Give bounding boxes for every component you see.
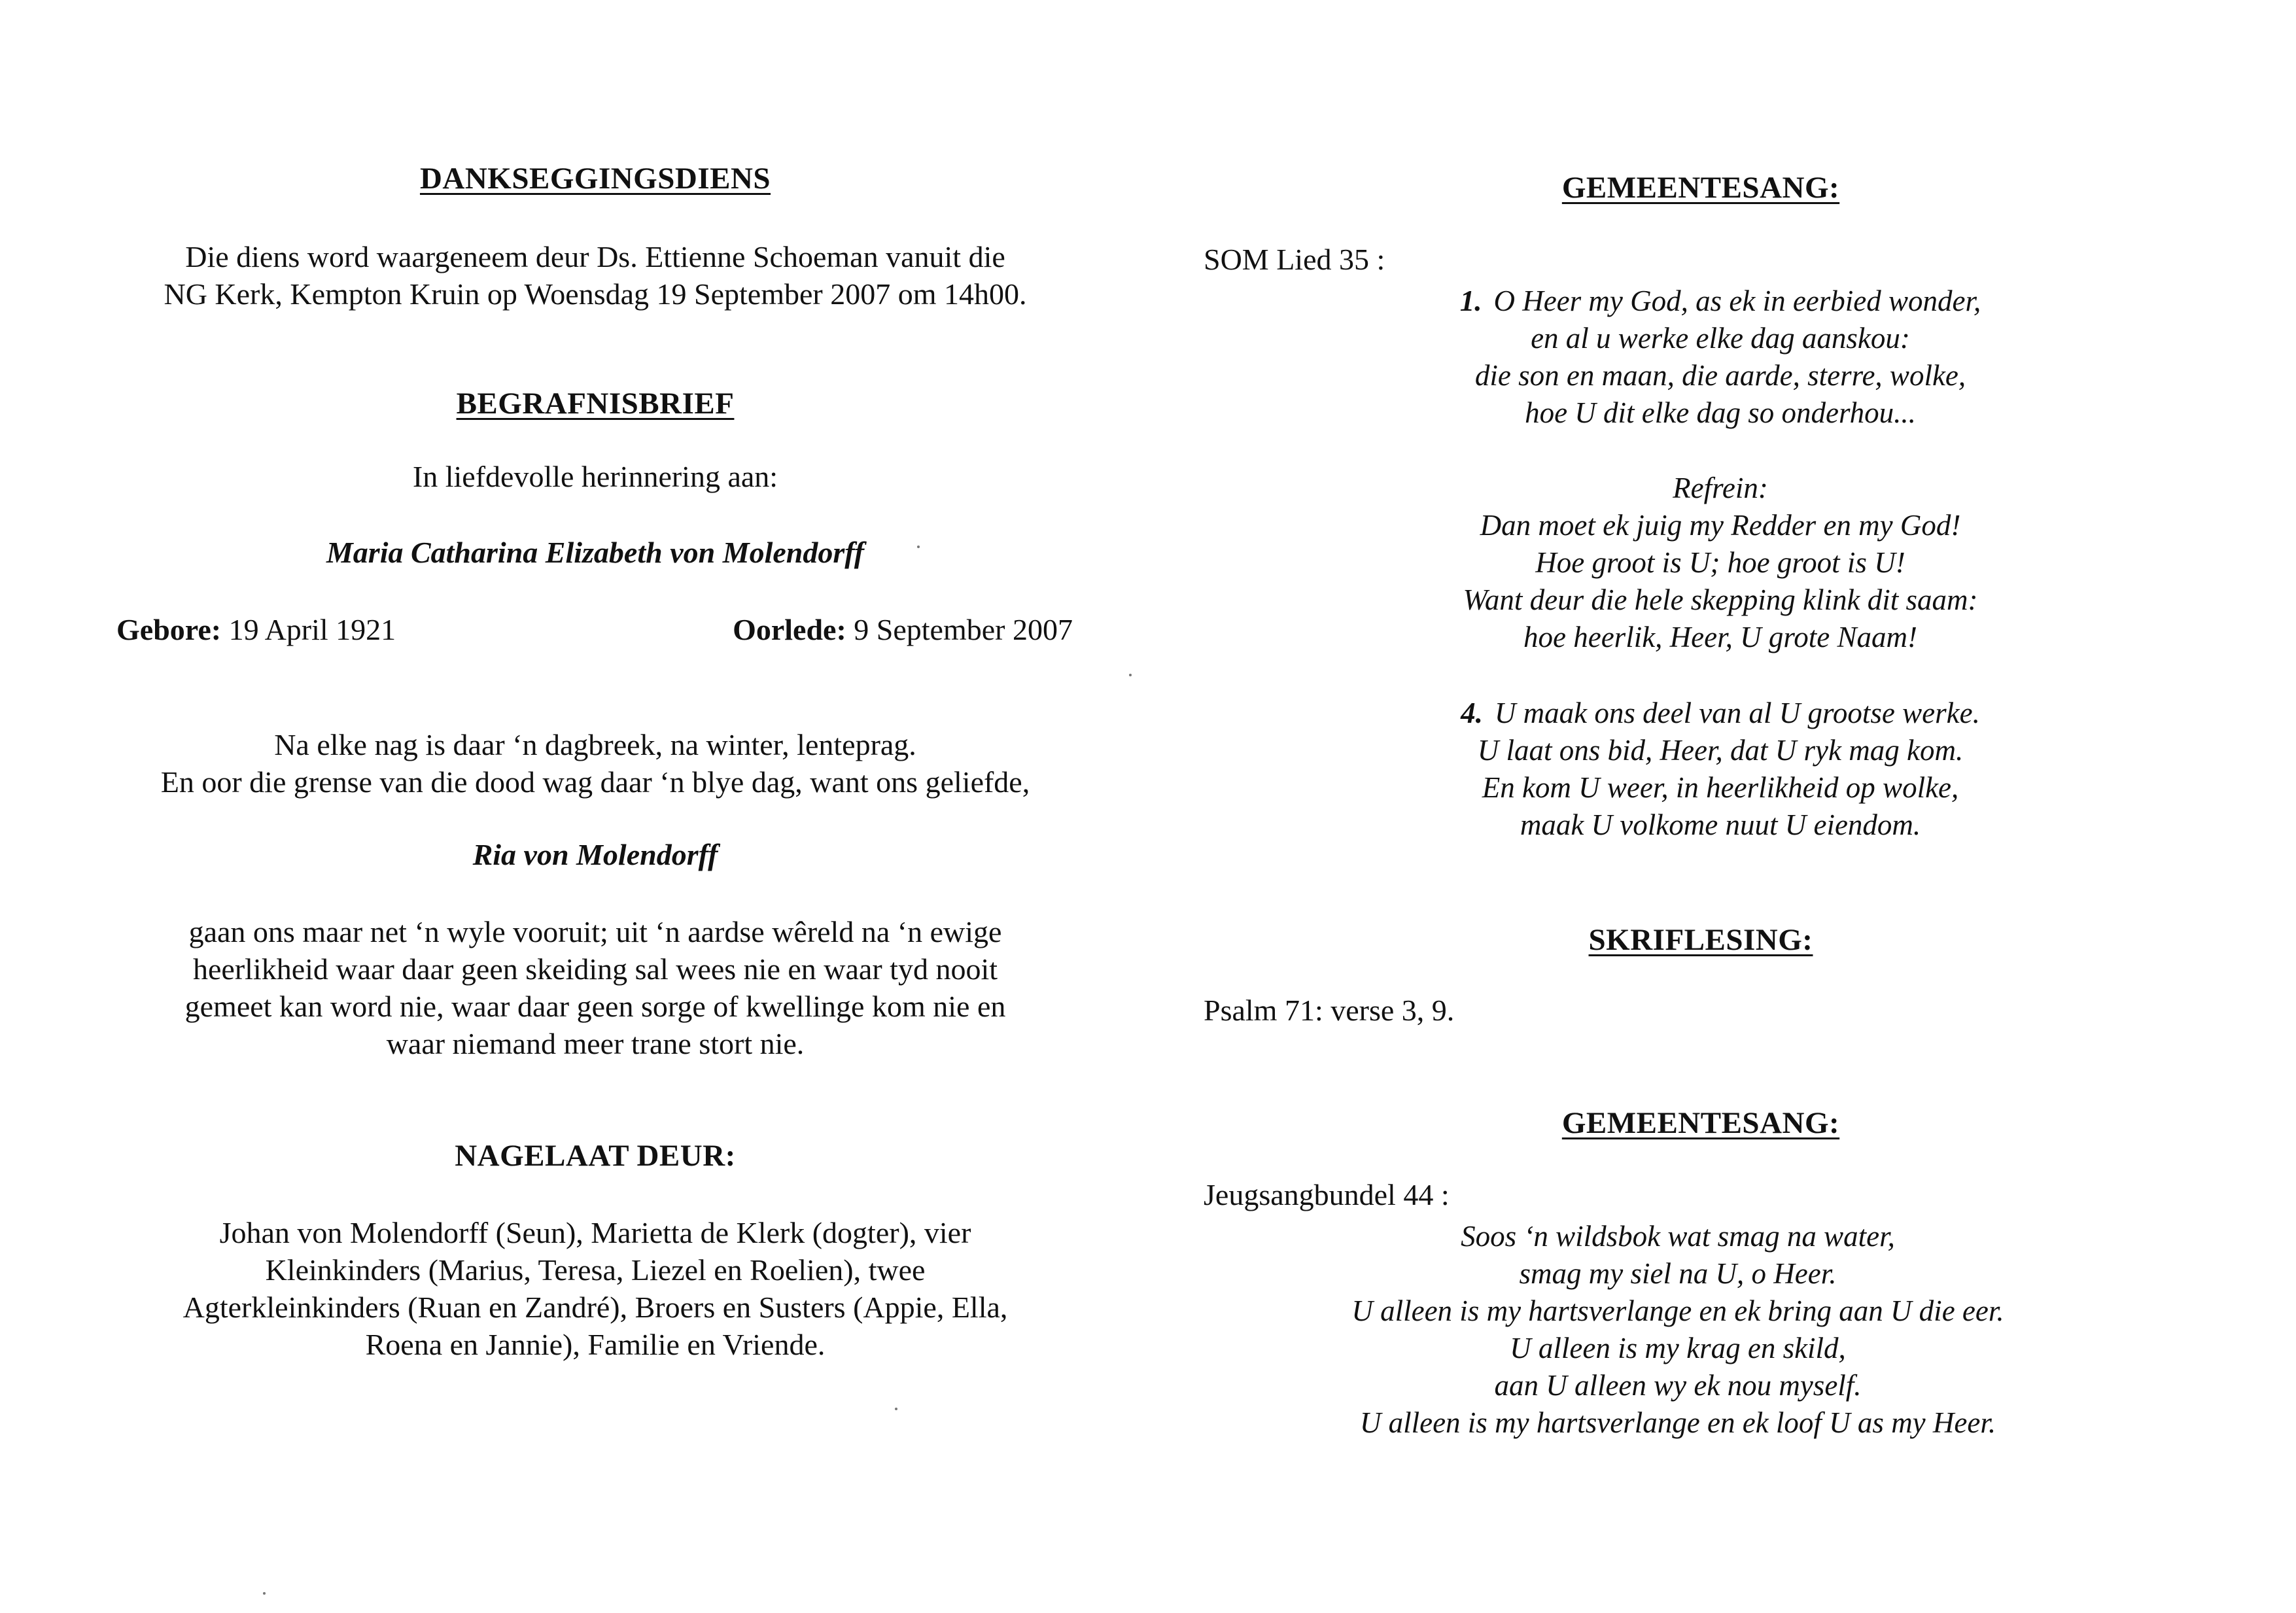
died-field — [733, 612, 1073, 647]
scan-speck — [917, 546, 920, 548]
service-details — [111, 238, 1079, 313]
poem-line: gemeet kan word nie, waar daar geen sorge of kwellinge kom nie en — [184, 990, 1006, 1023]
service-line: Die diens word waargeneem deur Ds. Ettienne Schoeman vanuit die — [185, 240, 1005, 273]
verse-number: 4. — [1461, 697, 1483, 729]
died-date: 9 September 2007 — [854, 613, 1073, 646]
survivors-line: Kleinkinders (Marius, Teresa, Liezel en Roelien), twee — [265, 1253, 926, 1287]
poem-part-1 — [111, 726, 1079, 801]
right-column — [1204, 0, 2067, 1613]
poem-line: Na elke nag is daar ‘n dagbreek, na winter, lenteprag. — [274, 728, 916, 761]
scan-speck — [263, 1592, 266, 1595]
verse-number: 1. — [1459, 285, 1482, 317]
poem-line: heerlikheid waar daar geen skeiding sal wees nie en waar tyd nooit — [192, 952, 998, 986]
verse-line: maak U volkome nuut U eiendom. — [1520, 808, 1921, 841]
song2-reference: Jeugsangbundel 44 : — [1204, 1178, 1450, 1211]
deceased-full-name: Maria Catharina Elizabeth von Molendorff — [326, 536, 865, 569]
reading-reference: Psalm 71: verse 3, 9. — [1204, 994, 1455, 1027]
song2-heading: GEMEENTESANG: — [1561, 1106, 1840, 1140]
survivors-line: Agterkleinkinders (Ruan en Zandré), Broers en Susters (Appie, Ella, — [183, 1291, 1008, 1324]
lyric-line: U alleen is my hartsverlange en ek loof U as my Heer. — [1359, 1406, 1996, 1439]
refrain-line: Dan moet ek juig my Redder en my God! — [1480, 509, 1961, 542]
song1-refrain — [1361, 470, 2080, 656]
verse-line: O Heer my God, as ek in eerbied wonder, — [1493, 285, 1981, 317]
deceased-short-name: Ria von Molendorff — [472, 838, 718, 871]
refrain-line: Want deur die hele skepping klink dit saam: — [1463, 583, 1978, 616]
poem-line: waar niemand meer trane stort nie. — [386, 1027, 805, 1060]
born-field — [116, 612, 396, 647]
refrain-line: Hoe groot is U; hoe groot is U! — [1535, 546, 1905, 579]
service-heading: DANKSEGGINGSDIENS — [419, 162, 771, 196]
refrain-line: hoe heerlik, Heer, U grote Naam! — [1523, 621, 1917, 653]
lyric-line: U alleen is my krag en skild, — [1510, 1332, 1846, 1364]
verse-line: U laat ons bid, Heer, dat U ryk mag kom. — [1477, 734, 1964, 767]
left-column — [111, 0, 1079, 1613]
song2-lyrics — [1289, 1218, 2067, 1442]
verse-line: die son en maan, die aarde, sterre, wolke, — [1474, 359, 1966, 392]
song1-heading: GEMEENTESANG: — [1561, 171, 1840, 205]
survivors-line: Johan von Molendorff (Seun), Marietta de Klerk (dogter), vier — [219, 1216, 971, 1249]
poem-line: En oor die grense van die dood wag daar ‘n blye dag, want ons geliefde, — [160, 765, 1030, 799]
lyric-line: U alleen is my hartsverlange en ek bring aan U die eer. — [1351, 1294, 2004, 1327]
lyric-line: Soos ‘n wildsbok wat smag na water, — [1461, 1220, 1895, 1253]
refrain-label: Refrein: — [1673, 472, 1768, 504]
song1-reference: SOM Lied 35 : — [1204, 243, 1385, 276]
song1-verse-1 — [1361, 283, 2080, 432]
survivors-line: Roena en Jannie), Familie en Vriende. — [365, 1328, 826, 1361]
scan-speck — [895, 1408, 897, 1410]
born-date: 19 April 1921 — [228, 613, 396, 646]
survivors-heading: NAGELAAT DEUR: — [455, 1139, 736, 1173]
service-line: NG Kerk, Kempton Kruin op Woensdag 19 September 2007 om 14h00. — [164, 277, 1027, 311]
lyric-line: aan U alleen wy ek nou myself. — [1494, 1369, 1862, 1402]
verse-line: hoe U dit elke dag so onderhou... — [1525, 396, 1916, 429]
scan-speck — [1129, 674, 1132, 676]
verse-line: en al u werke elke dag aanskou: — [1531, 322, 1910, 355]
died-label: Oorlede: — [733, 613, 846, 646]
born-label: Gebore: — [116, 613, 222, 646]
memory-line: In liefdevolle herinnering aan: — [412, 460, 778, 493]
poem-part-2 — [111, 913, 1079, 1062]
survivors-list — [111, 1214, 1079, 1363]
song1-verse-4 — [1361, 695, 2080, 844]
poem-line: gaan ons maar net ‘n wyle vooruit; uit ‘n aardse wêreld na ‘n ewige — [188, 915, 1002, 948]
verse-line: En kom U weer, in heerlikheid op wolke, — [1482, 771, 1959, 804]
obituary-heading: BEGRAFNISBRIEF — [456, 387, 735, 421]
verse-line: U maak ons deel van al U grootse werke. — [1494, 697, 1980, 729]
lyric-line: smag my siel na U, o Heer. — [1519, 1257, 1837, 1290]
reading-heading: SKRIFLESING: — [1588, 923, 1813, 957]
